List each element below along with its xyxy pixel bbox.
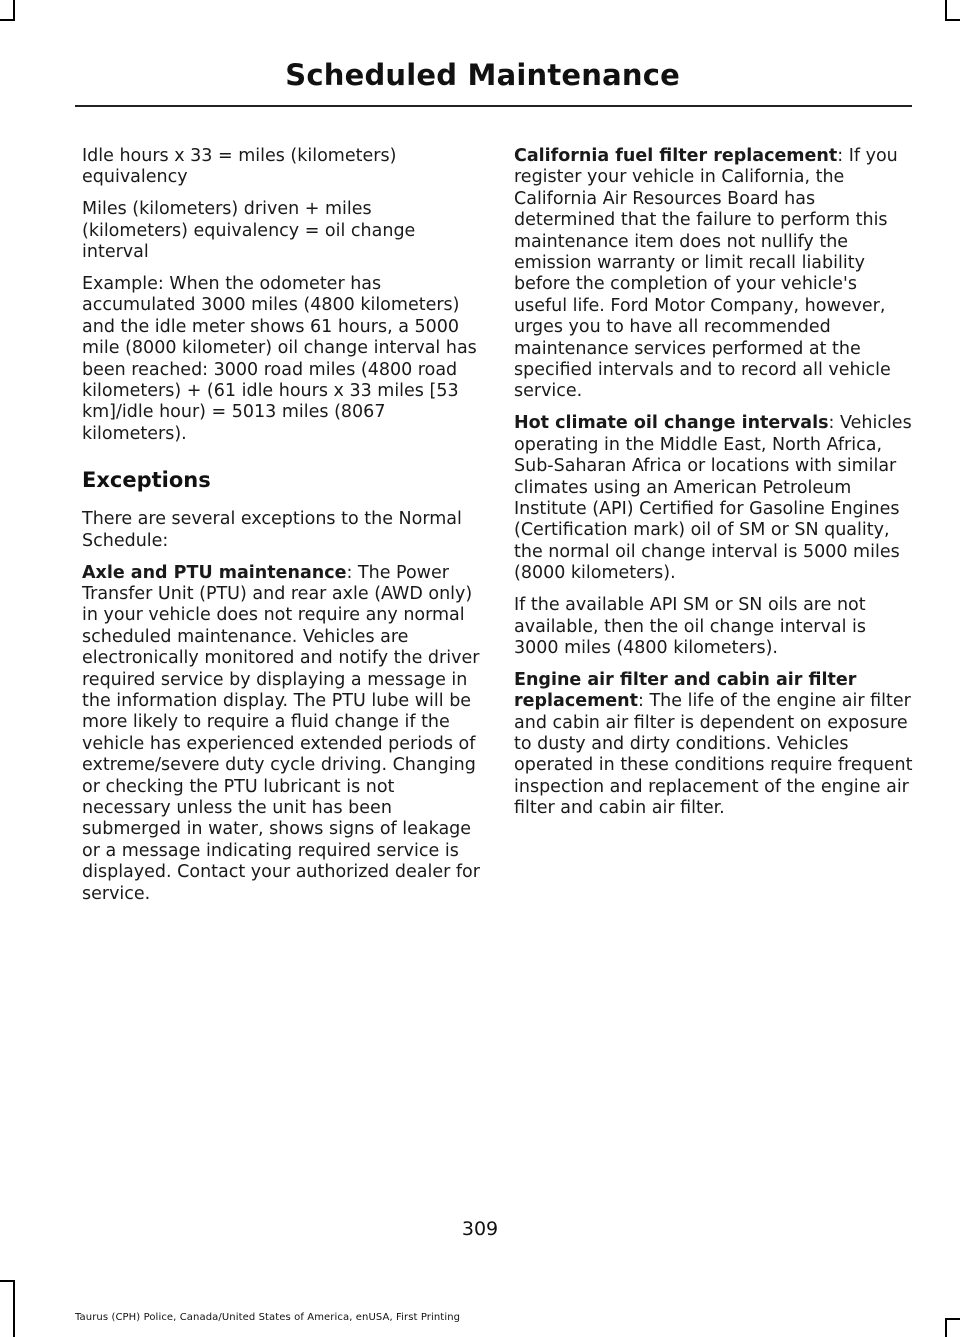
paragraph-example: Example: When the odometer has accumulated 3000 miles (4800 kilometers) and the idle meter shows 61 hours, a 5000 mile (8000 kilometer) oil change interval has been reached: 3000 road miles (4800 road kilometers) + (61 idle hours x 33 miles [53 km]/idle hour) = 5013 miles (8067 kilometers). <box>82 274 477 444</box>
crop-mark-bottom-right-h <box>945 1318 960 1320</box>
paragraph-api-oils: If the available API SM or SN oils are not available, then the oil change interval is 3000 miles (4800 kilometers). <box>514 595 866 658</box>
paragraph-exceptions-intro: There are several exceptions to the Normal Schedule: <box>82 509 462 551</box>
paragraph-miles-driven: Miles (kilometers) driven + miles (kilometers) equivalency = oil change interval <box>82 199 416 263</box>
section-heading-exceptions: Exceptions <box>82 468 211 493</box>
paragraph-hot-climate <box>514 413 914 584</box>
crop-mark-top-left-h <box>0 19 15 21</box>
crop-mark-top-left-v <box>13 0 15 20</box>
left-column <box>82 146 482 916</box>
page-title: Scheduled Maintenance <box>285 58 680 92</box>
footer-print-info: Taurus (CPH) Police, Canada/United States of America, enUSA, First Printing <box>75 1312 461 1323</box>
page-number: 309 <box>461 1218 499 1240</box>
header-divider <box>75 105 912 107</box>
paragraph-california <box>514 146 914 403</box>
text-hot-climate: : Vehicles operating in the Middle East, North Africa, Sub-Saharan Africa or locations with similar climates using an American Petroleum Institute (API) Certified for Gasoline Engines (Certification mark) oil of SM or SN quality, the normal oil change interval is 5000 miles (8000 kilometers). <box>514 413 912 584</box>
term-hot-climate: Hot climate oil change intervals <box>514 413 829 434</box>
text-axle-ptu: : The Power Transfer Unit (PTU) and rear axle (AWD only) in your vehicle does not require any normal scheduled maintenance. Vehicles are electronically monitored and notify the driver required service by displaying a message in the information display. The PTU lube will be more likely to require a fluid change if the vehicle has experienced extended periods of extreme/severe duty cycle driving. Changing or checking the PTU lubricant is not necessary unless the unit has been submerged in water, shows signs of leakage or a message indicating required service is displayed. Contact your authorized dealer for service. <box>82 562 480 904</box>
term-california: California fuel filter replacement <box>514 146 838 166</box>
crop-mark-bottom-left-v <box>13 1280 15 1337</box>
crop-mark-bottom-right-v <box>945 1318 947 1337</box>
crop-mark-top-right-v <box>945 0 947 20</box>
paragraph-axle-ptu <box>82 563 482 906</box>
term-axle-ptu: Axle and PTU maintenance <box>82 562 347 583</box>
crop-mark-top-right-h <box>945 19 960 21</box>
term-air-filter: Engine air filter and cabin air filter replacement <box>514 669 857 712</box>
paragraph-idle-hours: Idle hours x 33 = miles (kilometers) equivalency <box>82 146 397 188</box>
paragraph-air-filter <box>514 670 914 820</box>
text-air-filter: : The life of the engine air filter and cabin air filter is dependent on exposure to dusty and dirty conditions. Vehicles operated in these conditions require frequent inspection and replacement of the engine air filter and cabin air filter. <box>514 691 913 819</box>
crop-mark-bottom-left-h <box>0 1280 15 1282</box>
text-california: : If you register your vehicle in California, the California Air Resources Board has determined that the failure to perform this maintenance item does not nullify the emission warranty or limit recall liability before the completion of your vehicle's useful life. Ford Motor Company, however, urges you to have all recommended maintenance services performed at the specified intervals and to record all vehicle service. <box>514 146 898 402</box>
right-column <box>514 146 914 830</box>
